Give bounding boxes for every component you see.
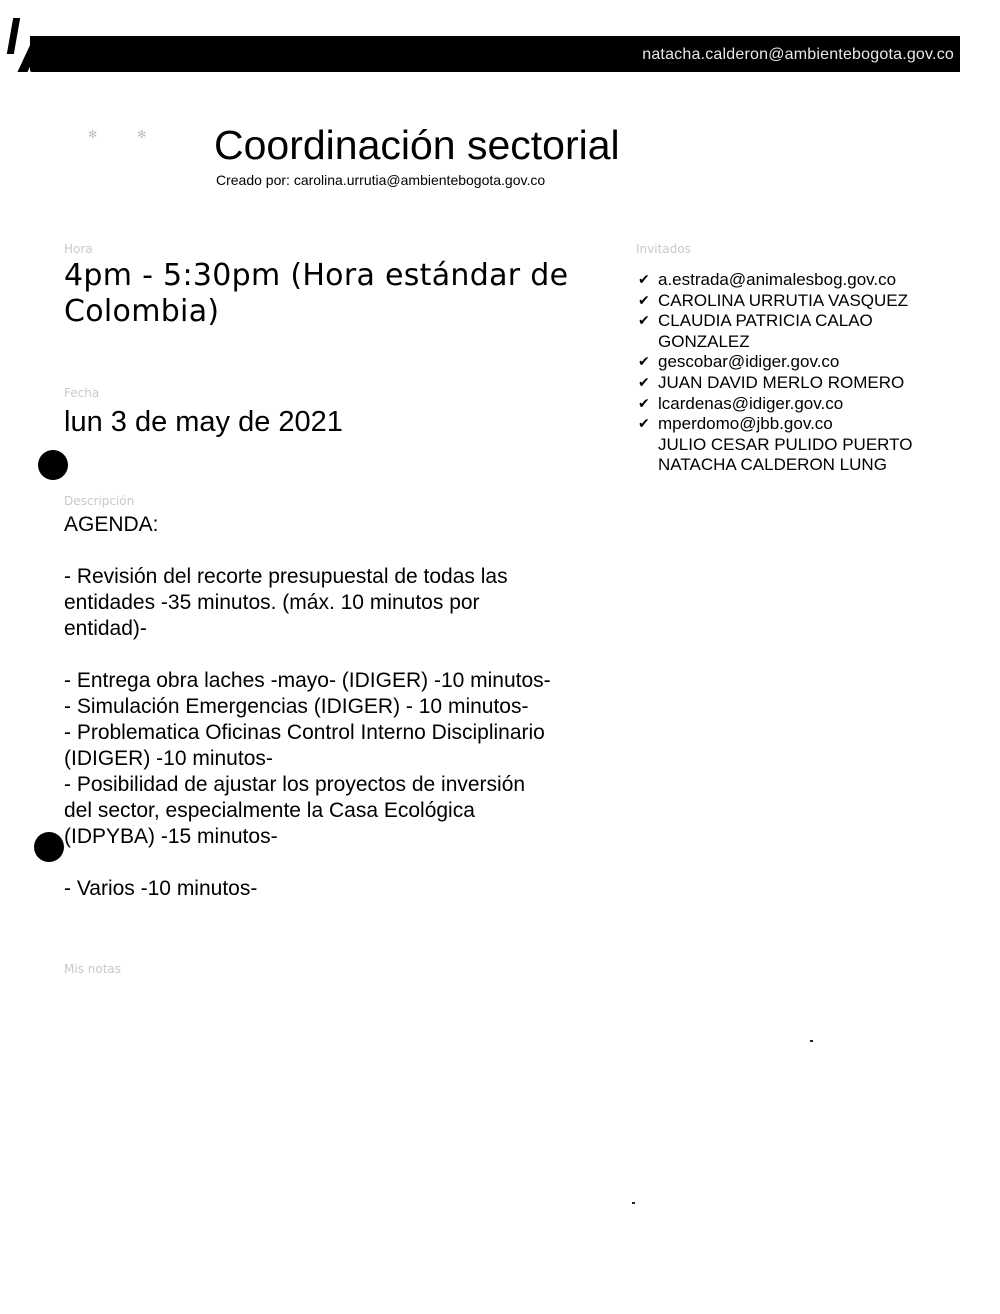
checkmark-icon: ✔	[638, 354, 650, 371]
guest-name: NATACHA CALDERON LUNG	[658, 455, 887, 475]
agenda-item: - Revisión del recorte presupuestal de todas las	[64, 565, 508, 588]
agenda-item: entidades -35 minutos. (máx. 10 minutos por	[64, 591, 480, 614]
guest-item	[638, 394, 958, 415]
guest-name: a.estrada@animalesbog.gov.co	[658, 270, 897, 289]
guest-name: gescobar@idiger.gov.co	[658, 352, 840, 372]
event-creator: Creado por: carolina.urrutia@ambientebogota.gov.co	[216, 172, 546, 188]
checkmark-icon: ✔	[638, 313, 650, 330]
header-bar	[30, 36, 960, 72]
guest-item	[638, 414, 958, 435]
agenda-item: - Varios -10 minutos-	[64, 877, 258, 900]
agenda-item: (IDPYBA) -15 minutos-	[64, 825, 278, 848]
guest-name: CLAUDIA PATRICIA CALAO GONZALEZ	[658, 311, 873, 351]
checkmark-icon: ✔	[638, 292, 650, 309]
decorative-glyphs: ✻✻	[88, 129, 187, 141]
event-title: Coordinación sectorial	[214, 122, 620, 168]
agenda-item: - Entrega obra laches -mayo- (IDIGER) -10 minutos-	[64, 669, 551, 692]
agenda-item: - Problematica Oficinas Control Interno Disciplinario	[64, 721, 545, 744]
scan-speck	[632, 1202, 635, 1204]
agenda-item: - Posibilidad de ajustar los proyectos de inversión	[64, 773, 526, 796]
date-label: Fecha	[64, 386, 100, 400]
checkmark-icon: ✔	[638, 272, 650, 288]
agenda-item: entidad)-	[64, 617, 147, 640]
guest-item	[638, 455, 958, 476]
guest-item	[638, 291, 958, 312]
guest-name: CAROLINA URRUTIA VASQUEZ	[658, 290, 909, 310]
guest-item	[638, 373, 958, 394]
guest-name: JULIO CESAR PULIDO PUERTO	[658, 434, 913, 454]
hole-punch	[38, 450, 68, 480]
event-time: 4pm - 5:30pm (Hora estándar de Colombia)	[64, 258, 569, 329]
guest-item	[638, 311, 958, 352]
guest-item	[638, 352, 958, 373]
guest-name: lcardenas@idiger.gov.co	[658, 393, 844, 413]
guest-name: JUAN DAVID MERLO ROMERO	[658, 372, 905, 392]
notes-label: Mis notas	[64, 962, 122, 976]
description-label: Descripción	[64, 494, 135, 508]
agenda-item: (IDIGER) -10 minutos-	[64, 747, 273, 770]
guests-list	[638, 270, 958, 476]
scan-speck	[810, 1040, 813, 1042]
account-email: natacha.calderon@ambientebogota.gov.co	[642, 46, 954, 63]
time-label: Hora	[64, 242, 93, 256]
checkmark-icon: ✔	[638, 416, 650, 433]
guest-name: mperdomo@jbb.gov.co	[658, 414, 833, 434]
checkmark-icon: ✔	[638, 395, 650, 412]
event-date: lun 3 de may de 2021	[64, 406, 343, 438]
agenda-heading: AGENDA:	[64, 513, 159, 536]
agenda-item: del sector, especialmente la Casa Ecológica	[64, 799, 475, 822]
event-description	[64, 512, 624, 902]
checkmark-icon: ✔	[638, 374, 650, 391]
scan-mark	[7, 18, 20, 54]
agenda-item: - Simulación Emergencias (IDIGER) - 10 minutos-	[64, 695, 529, 718]
guest-item	[638, 270, 958, 291]
guests-label: Invitados	[636, 242, 691, 256]
hole-punch	[34, 832, 64, 862]
guest-item	[638, 435, 958, 456]
